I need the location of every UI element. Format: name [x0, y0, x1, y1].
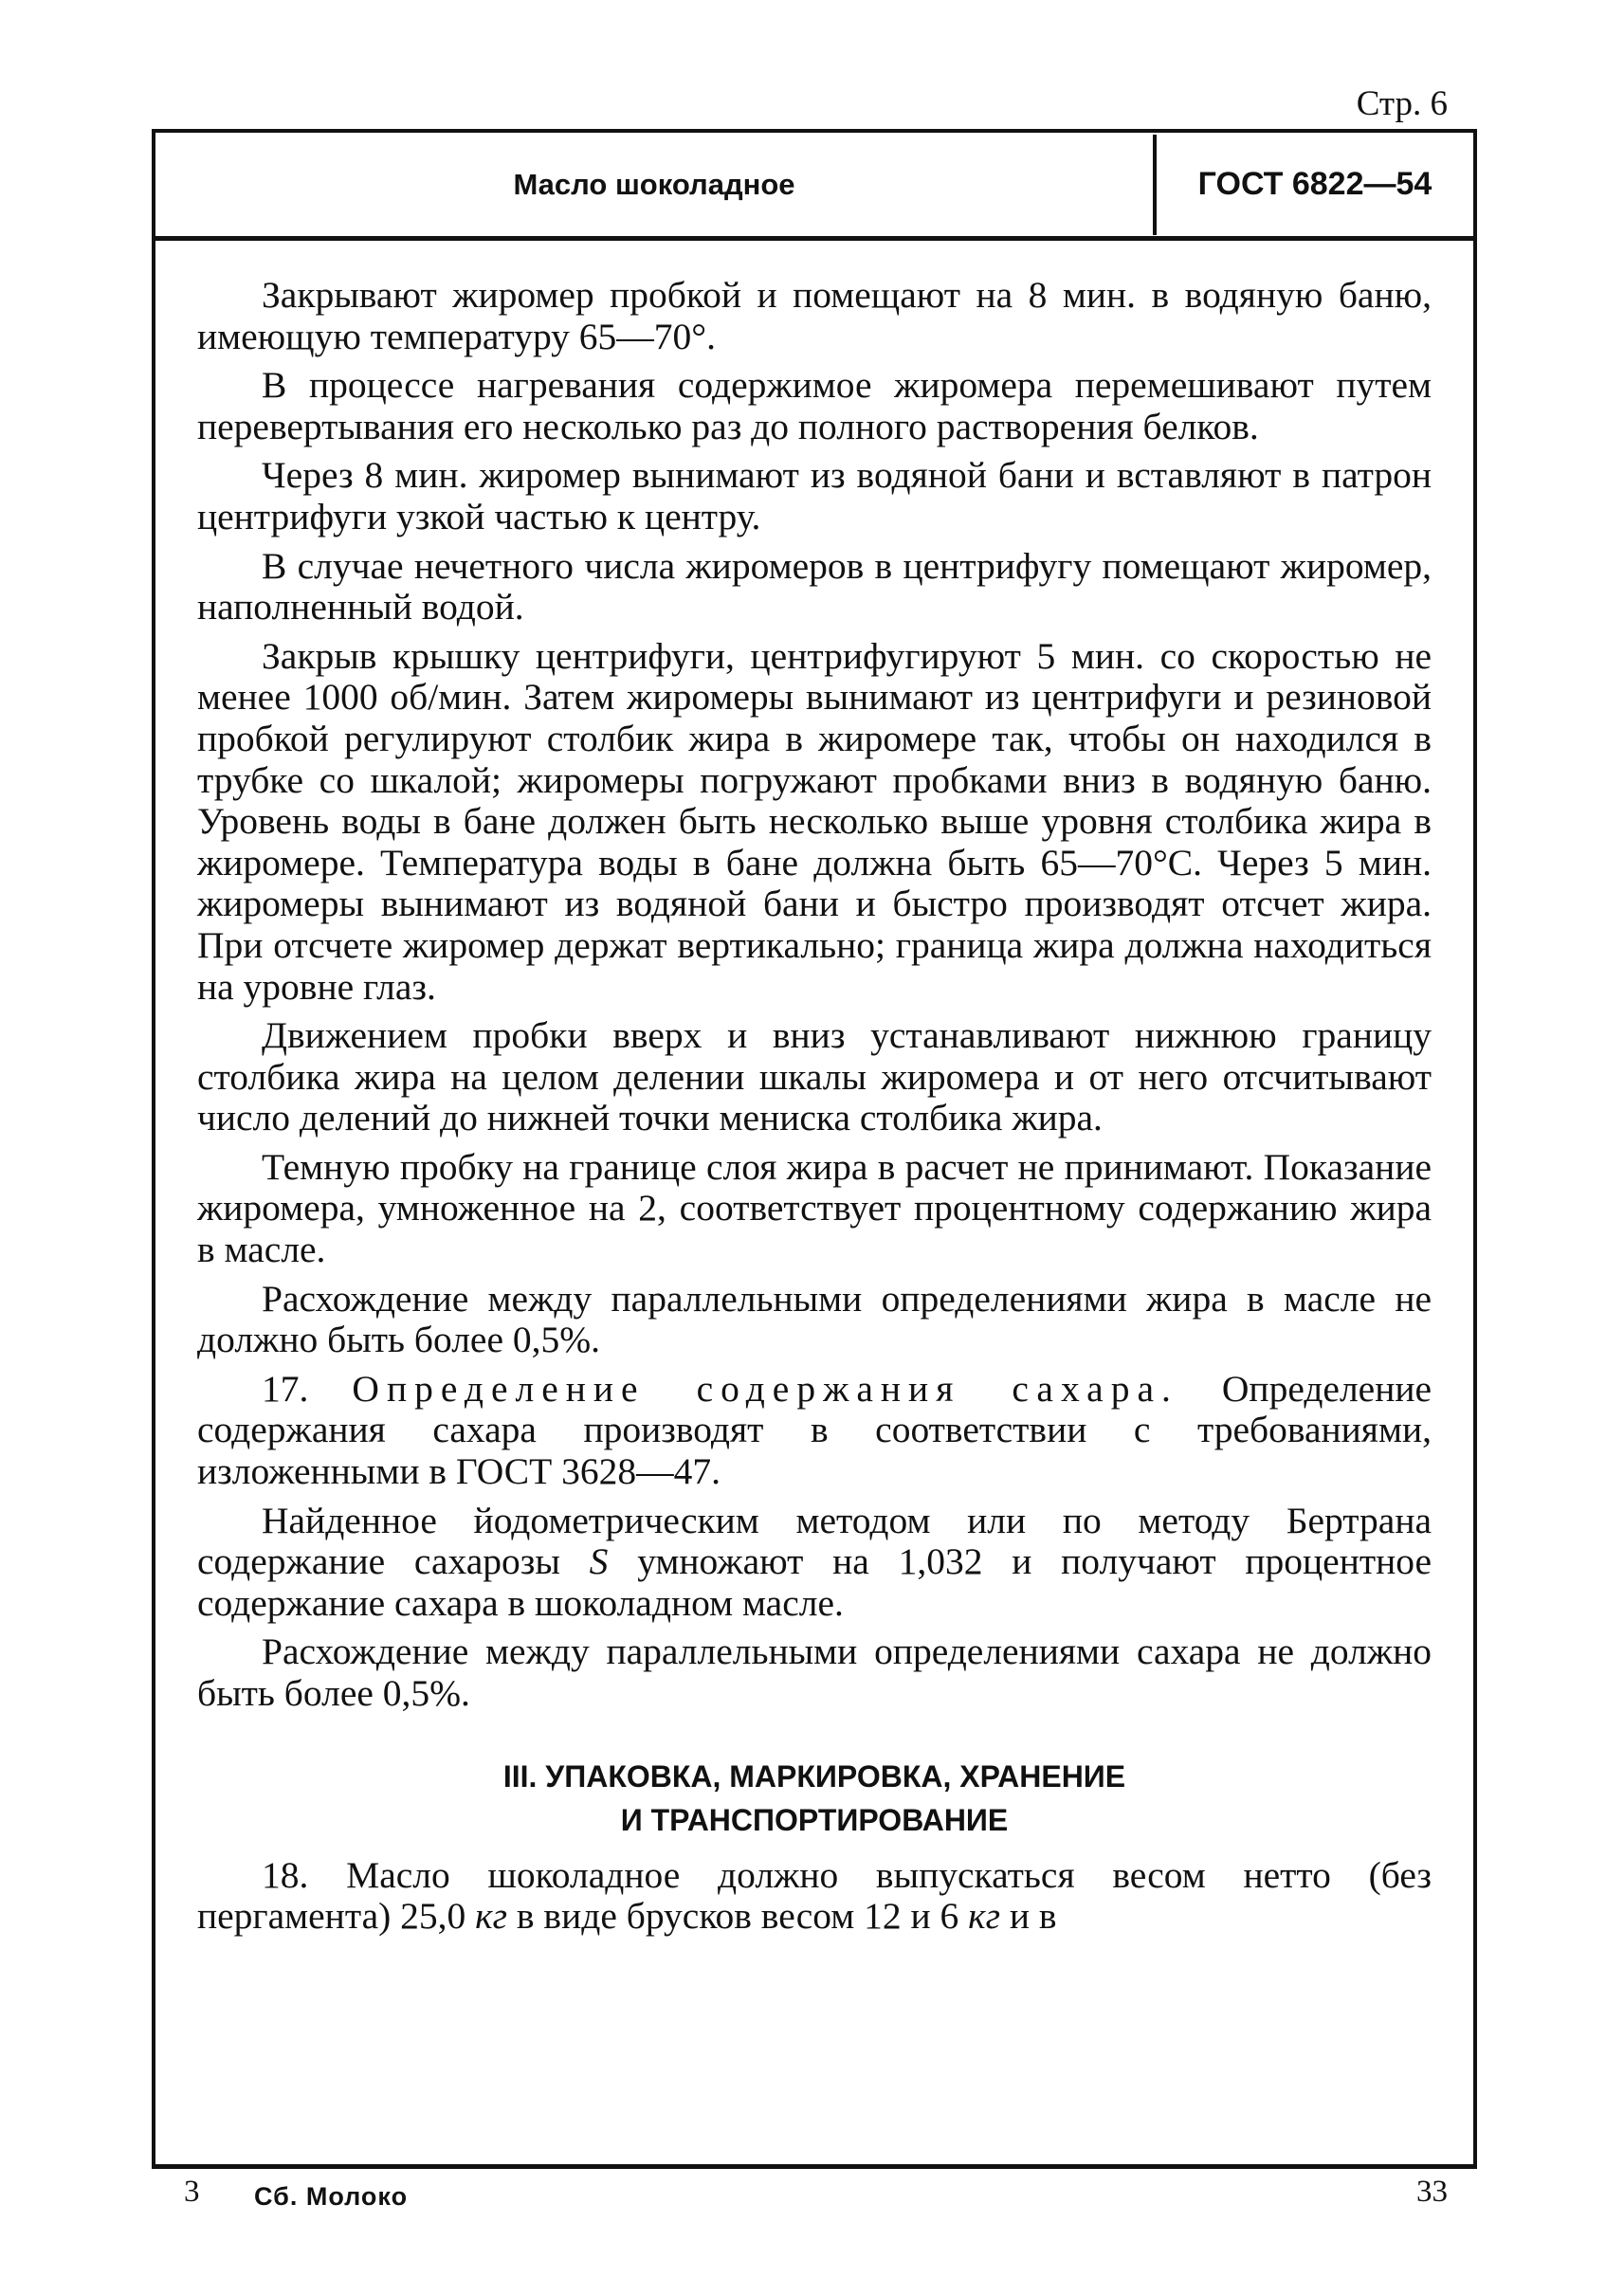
page-label: Стр. 6 — [1356, 84, 1448, 123]
clause-18 — [197, 1855, 1432, 1938]
source-label: Сб. Молоко — [254, 2182, 409, 2211]
page-frame — [152, 129, 1477, 2169]
clause-number: 17. — [262, 1367, 309, 1410]
section-heading — [197, 1755, 1432, 1842]
paragraph: Движением пробки вверх и вниз устанавливают нижнюю границу столбика жира на целом делении шкалы жиромера и от него отсчитывают число делений до нижней точки мениска столбика жира. — [197, 1014, 1432, 1139]
page-number: 33 — [1416, 2175, 1448, 2209]
paragraph — [197, 1501, 1432, 1625]
text-run: Найденное йодометрическим методом или по методу Бертрана содержание сахарозы — [197, 1499, 1432, 1583]
paragraph: В случае нечетного числа жиромеров в центрифугу помещают жиромер, наполненный водой. — [197, 544, 1432, 628]
paragraph: В процессе нагревания содержимое жиромера перемешивают путем перевертывания его несколько раз до полного растворения белков. — [197, 364, 1432, 447]
unit-kg: кг — [475, 1895, 508, 1938]
unit-kg: кг — [968, 1895, 1001, 1938]
text-run: 18. Масло шоколадное должно выпускаться весом нетто (без пергамента) 25,0 — [197, 1853, 1432, 1938]
variable-s: S — [589, 1540, 609, 1583]
document-body — [197, 275, 1432, 1945]
paragraph: Темную пробку на границе слоя жира в расчет не принимают. Показание жиромера, умноженное на 2, соответствует процентному содержанию жира в масле. — [197, 1145, 1432, 1271]
paragraph: Расхождение между параллельными определениями жира в масле не должно быть более 0,5%. — [197, 1277, 1432, 1361]
paragraph: Через 8 мин. жиромер вынимают из водяной бани и вставляют в патрон центрифуги узкой частью к центру. — [197, 454, 1432, 537]
clause-heading: Определение содержания сахара. — [352, 1367, 1178, 1410]
signature-mark: 3 — [184, 2175, 200, 2209]
text-run: умножают на 1,032 и получают процентное содержание сахара в шоколадном масле. — [197, 1540, 1432, 1624]
paragraph: Закрывают жиромер пробкой и помещают на 8 мин. в водяную баню, имеющую температуру 65—70°. — [197, 274, 1432, 357]
section-heading-line2: И ТРАНСПОРТИРОВАНИЕ — [620, 1802, 1009, 1837]
paragraph: Расхождение между параллельными определениями сахара не должно быть более 0,5%. — [197, 1630, 1432, 1714]
section-heading-line1: III. УПАКОВКА, МАРКИРОВКА, ХРАНЕНИЕ — [502, 1758, 1126, 1794]
text-run: и в — [1009, 1895, 1057, 1938]
paragraph: Закрыв крышку центрифуги, центрифугируют 5 мин. со скоростью не менее 1000 об/мин. Затем жиромеры вынимают из центрифуги и резиновой пробкой регулируют столбик жира в жиромере так, чтобы он находился в трубке со шкалой; жиромеры погружают пробками вниз в водяную баню. Уровень воды в бане должен быть несколько выше уровня столбика жира в жиромере. Температура воды в бане должна быть 65—70°С. Через 5 мин. жиромеры вынимают из водяной бани и быстро производят отсчет жира. При отсчете жиромер держат вертикально; граница жира должна находиться на уровне глаз. — [197, 634, 1432, 1008]
clause-17 — [197, 1369, 1432, 1493]
document-header — [155, 133, 1473, 241]
clause-text: Определение содержания сахара производят в соответствии с требованиями, изложенными в ГОСТ 3628—47. — [197, 1367, 1432, 1493]
text-run: в виде брусков весом 12 и 6 — [516, 1895, 959, 1938]
document-title: Масло шоколадное — [513, 167, 795, 201]
standard-code: ГОСТ 6822—54 — [1197, 166, 1432, 202]
